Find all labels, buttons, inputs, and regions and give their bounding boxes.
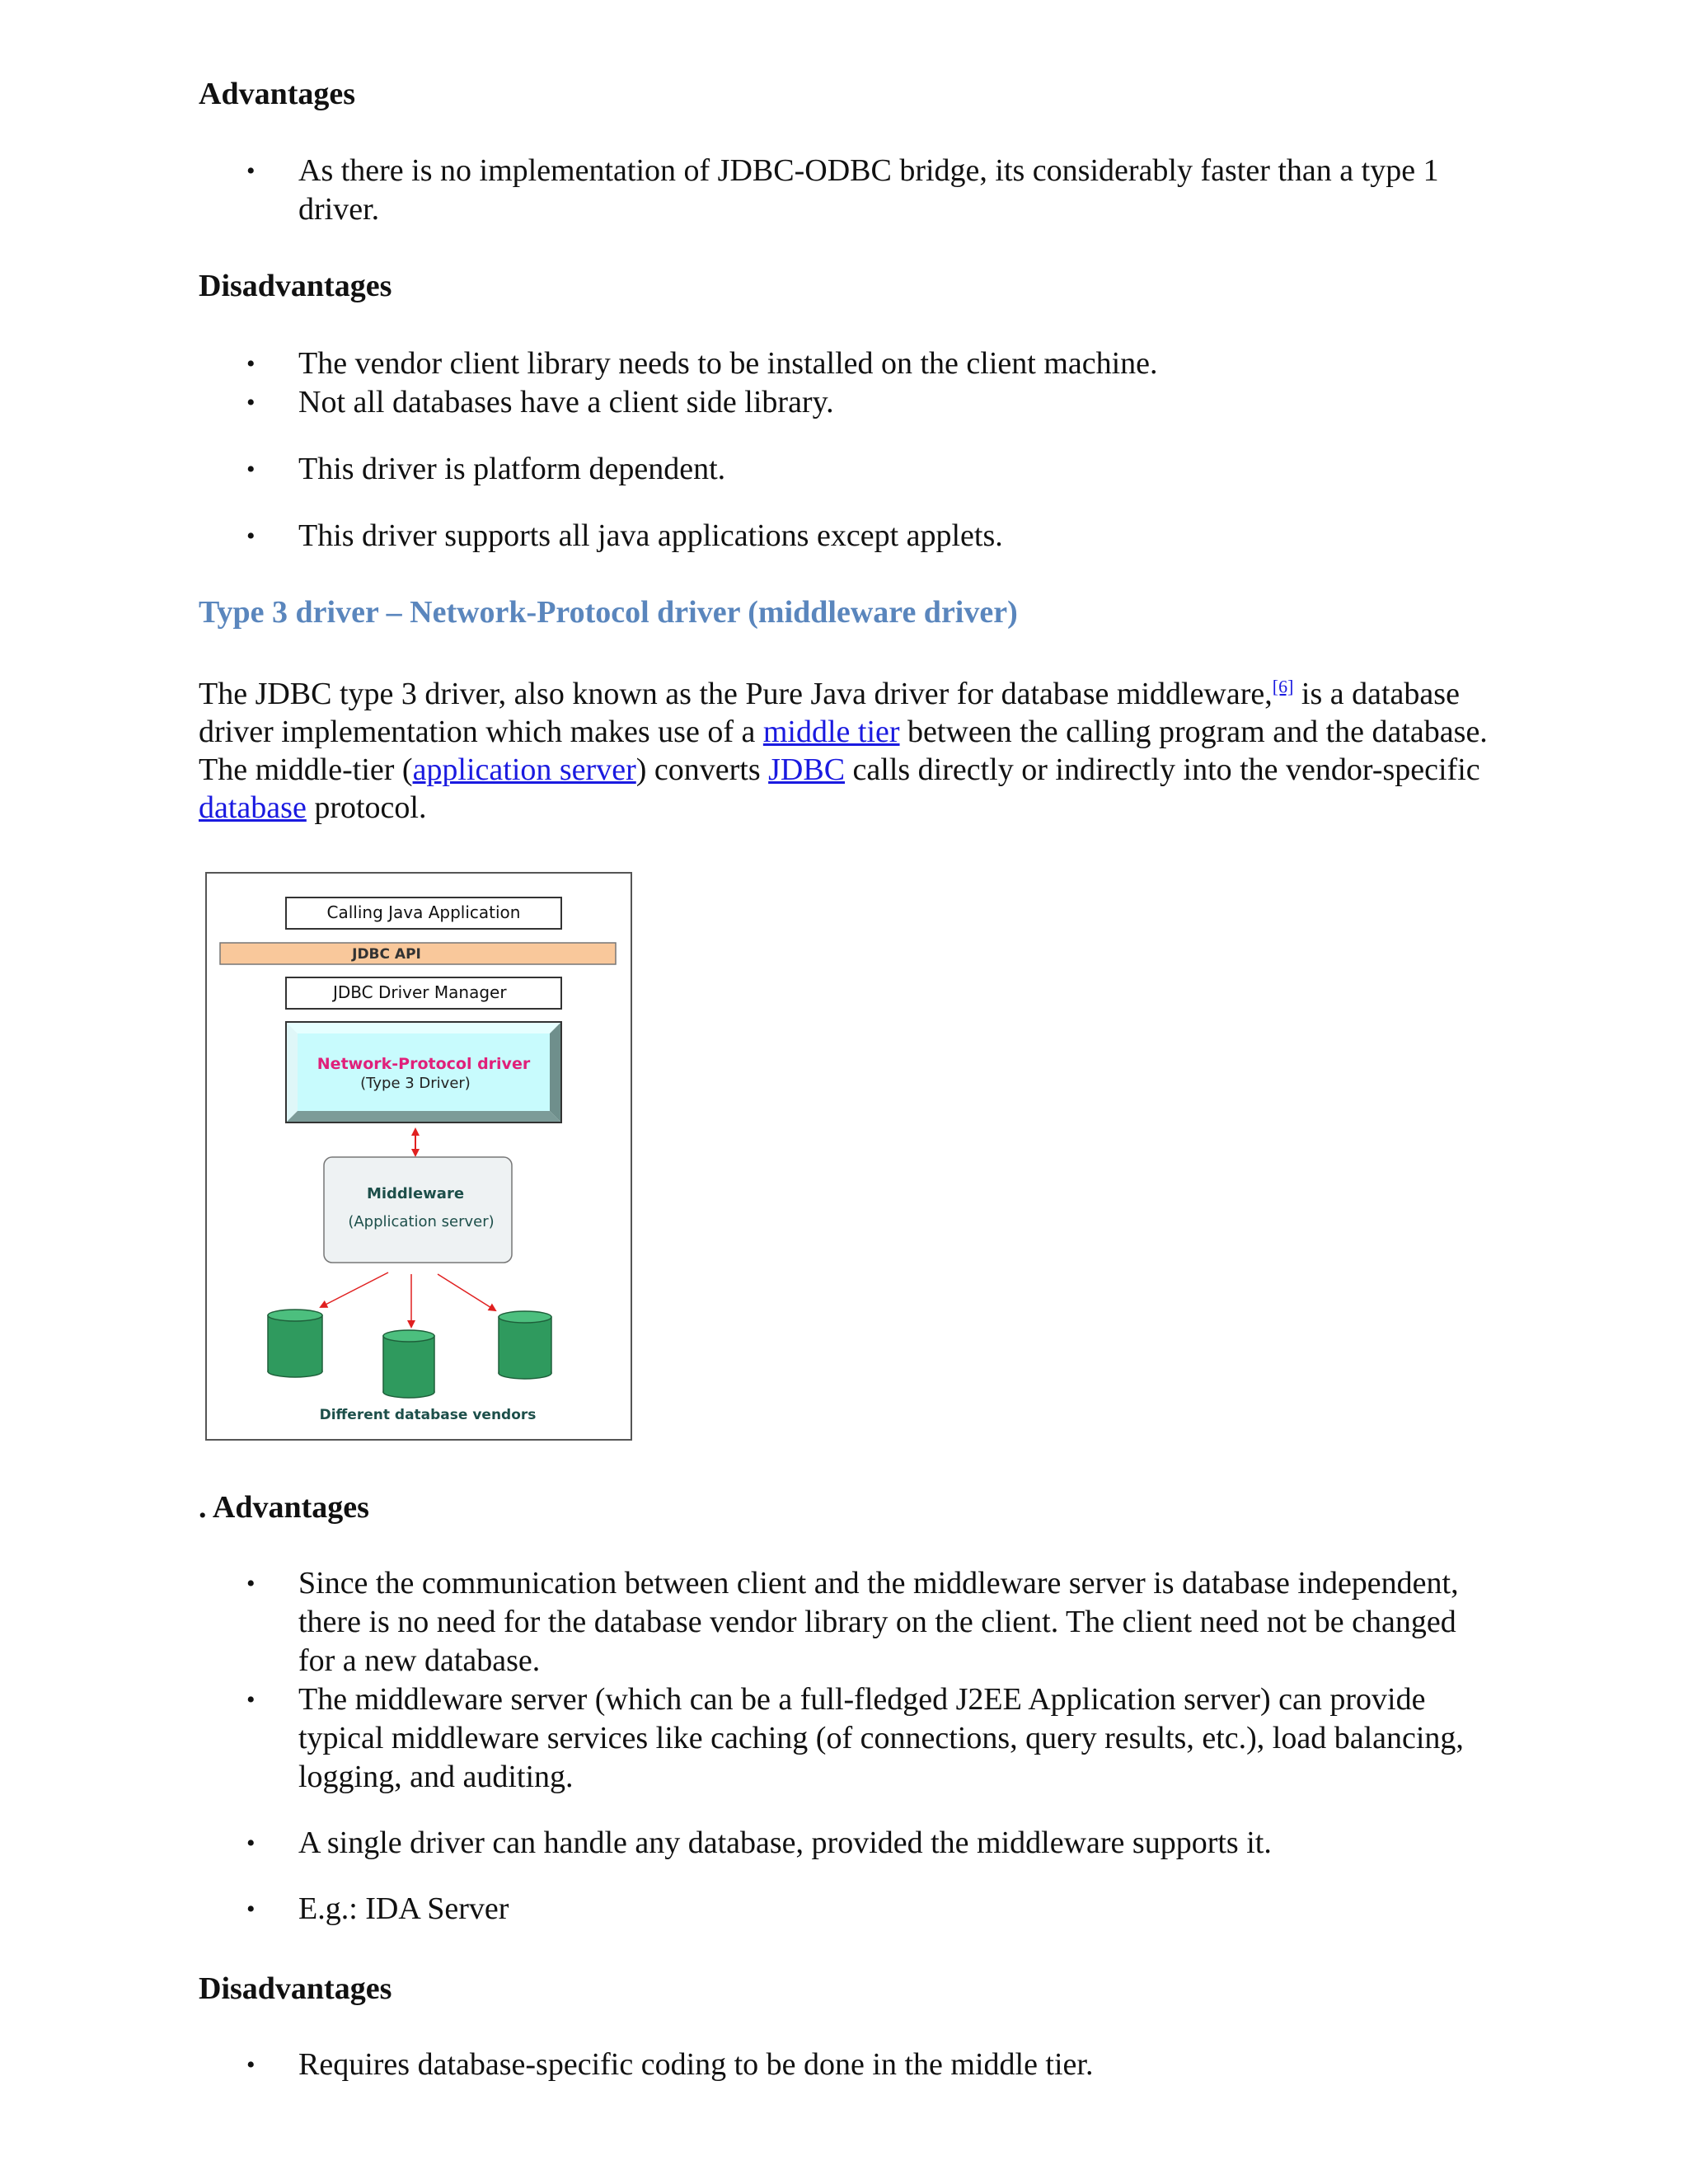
network-protocol-driver-label: Network-Protocol driver xyxy=(316,1055,531,1073)
database-cylinder-icon xyxy=(268,1310,322,1377)
list-item: • The middleware server (which can be a full-fledged J2EE Application server) can provide typical middleware services like caching (of connections, query results, etc.), load balancing, logging, and auditing. xyxy=(246,1682,1464,1794)
list-item: • A single driver can handle any database, provided the middleware supports it. xyxy=(199,1824,1484,1863)
disadvantages-heading: Disadvantages xyxy=(199,269,392,303)
bullet-icon: • xyxy=(246,2051,256,2079)
disadvantages-heading-2: Disadvantages xyxy=(199,1971,392,2006)
advantages-heading-2: . Advantages xyxy=(199,1490,369,1525)
jdbc-driver-manager-box xyxy=(286,977,561,1009)
list-item: • Since the communication between client and the middleware server is database independent, there is no need for the database vendor library on the client. The client need not be changed for a new database. xyxy=(246,1566,1459,1678)
list-item: • As there is no implementation of JDBC-ODBC bridge, its considerably faster than a type 1 driver. xyxy=(246,153,1439,227)
jdbc-api-label: JDBC API xyxy=(352,946,421,963)
application-server-label: (Application server) xyxy=(348,1213,495,1230)
type3-heading: Type 3 driver – Network-Protocol driver (middleware driver) xyxy=(199,595,1018,630)
bullet-icon: • xyxy=(246,157,256,185)
bullet-icon: • xyxy=(246,1896,256,1923)
type3-driver-diagram xyxy=(205,872,632,1441)
calling-java-application-label: Calling Java Application xyxy=(326,902,521,922)
list-item: • This driver is platform dependent. xyxy=(199,450,1484,489)
advantages-heading: Advantages xyxy=(199,77,356,111)
list-item: • This driver supports all java applications except applets. xyxy=(199,517,1484,555)
jdbc-api-bar xyxy=(220,943,616,964)
bullet-icon: • xyxy=(246,1570,256,1597)
disadvantages-list-2 xyxy=(199,2046,1484,2084)
list-item: • The vendor client library needs to be installed on the client machine. xyxy=(199,344,1484,383)
calling-java-application-box xyxy=(286,898,561,929)
bullet-icon: • xyxy=(246,350,256,377)
list-item: • E.g.: IDA Server xyxy=(199,1890,1484,1929)
type3-driver-label: (Type 3 Driver) xyxy=(360,1075,471,1092)
bullet-icon: • xyxy=(246,1830,256,1857)
list-item: • Not all databases have a client side library. xyxy=(199,383,1484,422)
reference-link[interactable]: [6] xyxy=(1272,676,1294,697)
database-cylinder-icon xyxy=(383,1330,434,1398)
bullet-icon: • xyxy=(246,1686,256,1713)
bullet-icon: • xyxy=(246,389,256,416)
bullet-icon: • xyxy=(246,456,256,483)
bullet-icon: • xyxy=(246,523,256,550)
middleware-box xyxy=(324,1157,512,1263)
database-link[interactable]: database xyxy=(199,790,307,825)
type3-paragraph: The JDBC type 3 driver, also known as the Pure Java driver for database middleware,[6] is a database driver implementation which makes use of a middle tier between the calling program and the database. The middle-tier (application server) converts JDBC calls directly or indirectly into the vendor-specific database protocol. xyxy=(199,676,1488,825)
disadvantages-list xyxy=(199,344,1484,555)
database-vendors-label: Different database vendors xyxy=(319,1407,537,1423)
advantages-list xyxy=(199,152,1484,229)
database-cylinder-icon xyxy=(499,1311,551,1379)
jdbc-driver-manager-label: JDBC Driver Manager xyxy=(333,982,507,1002)
jdbc-link[interactable]: JDBC xyxy=(768,752,846,787)
application-server-link[interactable]: application server xyxy=(412,752,636,787)
middleware-label: Middleware xyxy=(366,1185,465,1202)
network-protocol-driver-box xyxy=(286,1022,561,1122)
list-item: • Requires database-specific coding to be done in the middle tier. xyxy=(199,2046,1484,2084)
advantages-list-2 xyxy=(199,1564,1484,1929)
middle-tier-link[interactable]: middle tier xyxy=(762,715,900,749)
